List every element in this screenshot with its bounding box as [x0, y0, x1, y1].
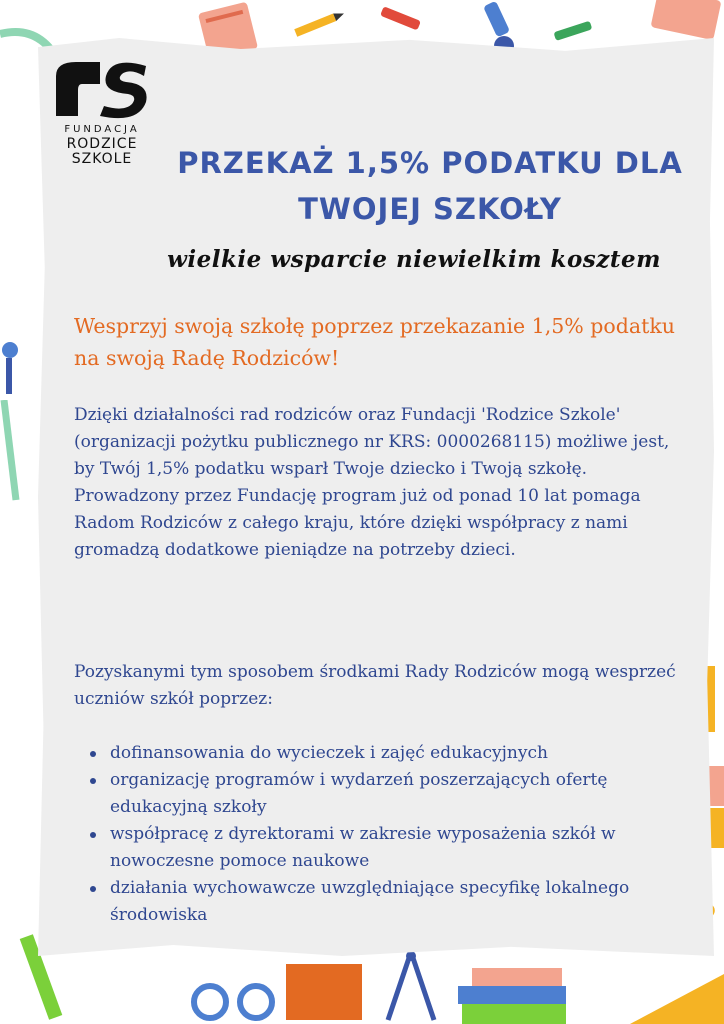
- list-item: działania wychowawcze uwzględniające specyfikę lokalnego środowiska: [74, 875, 694, 929]
- list-item: organizację programów i wydarzeń poszerzających ofertę edukacyjną szkoły: [74, 767, 694, 821]
- lead-text: Wesprzyj swoją szkołę poprzez przekazanie 1,5% podatku na swoją Radę Rodziców!: [74, 314, 675, 370]
- benefits-list: [74, 740, 694, 929]
- headline-line-1: PRZEKAŻ 1,5% PODATKU DLA: [177, 146, 683, 180]
- notebook-icon: [648, 0, 724, 40]
- body-paragraph-1: Dzięki działalności rad rodziców oraz Fundacji 'Rodzice Szkole' (organizacji pożytku publicznego nr KRS: 0000268115) możliwe jest, by Twój 1,5% podatku wsparł Twoje dziecko i Twoją szkołę. Prowadzony przez Fundację program już od ponad 10 lat pomaga Radom Rodziców z całego kraju, które dzięki współpracy z nami gromadzą dodatkowe pieniądze na potrzeby dzieci.: [74, 405, 670, 560]
- list-item: dofinansowania do wycieczek i zajęć edukacyjnych: [74, 740, 694, 767]
- headline-line-2: TWOJEJ SZKOŁY: [298, 192, 562, 226]
- compass-icon: [376, 948, 446, 1024]
- body-paragraph-2: Pozyskanymi tym sposobem środkami Rady Rodziców mogą wesprzeć uczniów szkół poprzez:: [74, 662, 676, 709]
- headline: [150, 140, 710, 232]
- compass-icon: [0, 340, 30, 400]
- ruler-icon: [0, 400, 24, 510]
- pencil-icon: [288, 4, 348, 44]
- logo-line-1: FUNDACJA: [64, 124, 140, 135]
- notebook-icon: [280, 956, 370, 1024]
- logo-mark-icon: [52, 58, 148, 120]
- foundation-logo: [52, 58, 152, 178]
- crayon-icon: [372, 2, 432, 38]
- logo-wordmark: [60, 122, 144, 167]
- list-item: współpracę z dyrektorami w zakresie wyposażenia szkół w nowoczesne pomoce naukowe: [74, 821, 694, 875]
- logo-line-2: RODZICE: [66, 136, 138, 152]
- crayon-icon: [548, 14, 600, 48]
- tagline: wielkie wsparcie niewielkim kosztem: [167, 246, 661, 273]
- glasses-icon: [184, 972, 284, 1024]
- ruler-icon: [630, 958, 724, 1024]
- books-icon: [452, 950, 572, 1024]
- logo-line-3: SZKOLE: [71, 151, 133, 167]
